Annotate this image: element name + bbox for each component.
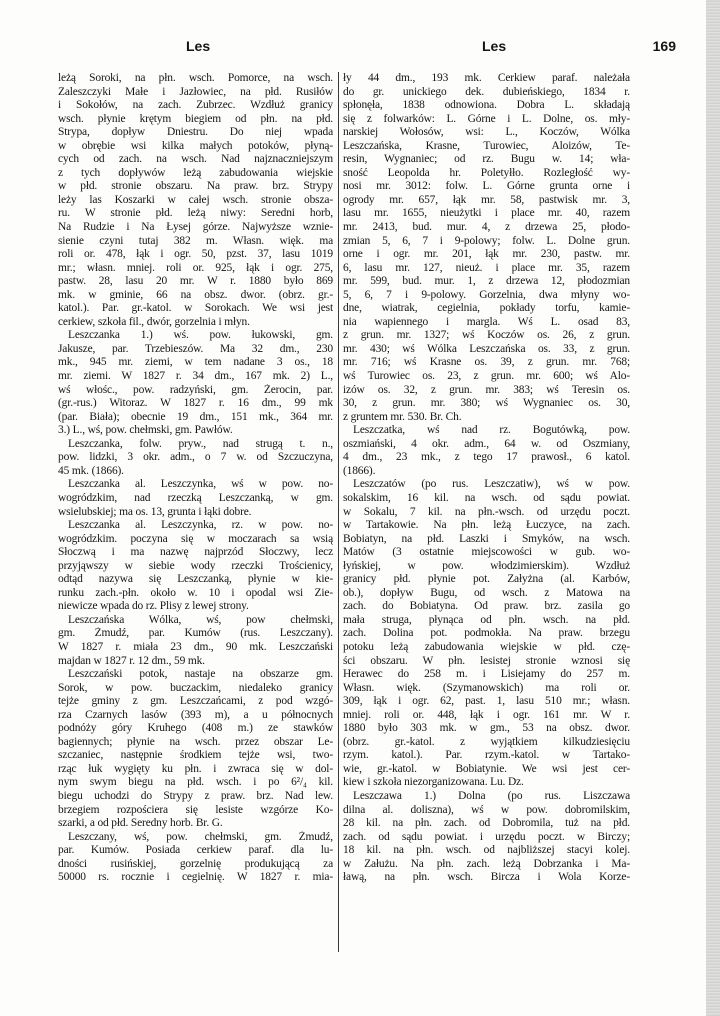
text-line: granicy płd. płynie pot. Załyżna (al. Karbów, (343, 573, 630, 586)
text-line: nym swym biegu na płd. wsch. i po 6²/₄ kil. (58, 776, 333, 789)
text-line: Leszczany, wś, pow. chełmski, gm. Żmudź, (68, 830, 333, 843)
text-line: dne, wiatrak, cegielnia, pokłady torfu, kamie- (343, 302, 630, 315)
text-line: 6, lasu mr. 127, nieuż. i place mr. 35, razem (343, 261, 630, 274)
text-line: ob.), dopływ Bugu, od wsch. z Matowa na (343, 586, 630, 599)
text-line: oszmiański, 4 okr. adm., 64 w. od Oszmiany, (343, 437, 630, 450)
text-line: zach. od sądu powiat. i urzędu poczt. w Birczy; (343, 830, 630, 843)
text-line: mr.; własn. mniej. roli or. 925, łąk i ogr. 275, (58, 261, 333, 274)
text-line: łyńskiej, w pow. włodzimierskim). Wzdłuż (343, 559, 630, 572)
text-line: 4 dm., 23 mk., z tego 17 prawosł., 6 katol. (343, 451, 630, 464)
text-line: Leszczanka al. Leszczynka, wś w pow. no- (68, 478, 333, 491)
text-line: narskiej Wołosów, wsi: L., Koczów, Wólka (343, 126, 630, 139)
text-line: z tych dopływów leżą zabudowania wiejskie (58, 166, 333, 179)
text-line: Matów (3 ostatnie miejscowości w gub. wo- (343, 546, 630, 559)
text-line: rzym. katol.). Par. rzym.-katol. w Tartako- (343, 749, 630, 762)
text-line: runku zach.-płn. około w. 10 i opodal wsi Zie- (58, 586, 333, 599)
text-line: Zaleszczyki Małe i Jazłowiec, na płd. Rusiłów (58, 85, 333, 98)
text-line: 3.) L., wś, pow. chełmski, gm. Pawłów. (58, 424, 233, 437)
text-line: mniej. roli or. 448, łąk i ogr. 161 mr. W r. (343, 708, 630, 721)
text-line: Leszczanka, folw. pryw., nad strugą t. n., (68, 437, 333, 450)
text-line: (gr.-rus.) Witoraz. W 1827 r. 16 dm., 99 mk (58, 397, 333, 410)
text-line: mr. 599, bud. mur. 1, z drzewa 12, płodozmian (343, 275, 630, 288)
page-number: 169 (652, 38, 676, 54)
text-line: (obrz. gr.-katol. z wyjątkiem kilkudziesięciu (343, 735, 630, 748)
text-line: zmian 5, 6, 7 i 9-polowy; folw. L. Dolne grun. (343, 234, 630, 247)
text-line: 18 kil. na płn. wsch. od najbliższej stacyi kolej. (343, 844, 630, 857)
text-line: i Sokołów, na zach. Zubrzec. Wzdłuż granicy (58, 99, 333, 112)
text-line: dilna al. doliszna), wś w pow. dobromilskim, (343, 803, 630, 816)
text-line: Leszczanka al. Leszczynka, rz. w pow. no- (68, 519, 333, 532)
text-line: roli or. 478, łąk i ogr. 50, pzst. 37, lasu 1019 (58, 248, 333, 261)
text-line: mała struga, płynąca od płn. wsch. na płd. (343, 613, 630, 626)
text-line: brzegiem rozpościera się lesiste wzgórze Ko- (58, 803, 333, 816)
text-line: Leszczańska, Krasne, Turowiec, Aloizów, Te- (343, 139, 630, 152)
header-center-word: Les (482, 38, 507, 54)
text-line: tejże gminy z gm. Leszczańcami, z pod wzgó- (58, 695, 333, 708)
text-line: ły 44 dm., 193 mk. Cerkiew paraf. należała (343, 72, 630, 84)
text-line: kiew i szkoła niezorganizowana. Lu. Dz. (343, 776, 524, 789)
text-line: Leszczatka, wś nad rz. Bogutówką, pow. (353, 424, 630, 437)
text-line: 50000 rs. rocznie i cegielnię. W 1827 r. mia- (58, 871, 333, 884)
text-line: do gr. unickiego dek. dubieńskiego, 1834 r. (343, 85, 630, 98)
text-line: (1866). (343, 464, 376, 477)
text-line: wie, gr.-katol. w Bobiatynie. We wsi jest cer- (343, 762, 630, 775)
text-line: z gruntem mr. 530. Br. Ch. (343, 410, 462, 423)
text-line: potoku leżą zabudowania wiejskie w płd. czę- (343, 640, 630, 653)
text-line: Strypa, dopływ Dniestru. Do niej wpada (58, 126, 333, 139)
text-line: Jakusze, par. Trzebieszów. Ma 32 dm., 230 (58, 342, 333, 355)
text-line: wsch. płynie krętym biegiem od płn. na płd. (58, 112, 333, 125)
column-divider (338, 72, 339, 952)
text-line: bagiennych; płynie na wsch. przez obszar Le- (58, 735, 333, 748)
text-line: lasu mr. 1655, nieużytki i place mr. 40, razem (343, 207, 630, 220)
text-line: katol.). Par. gr.-katol. w Sorokach. We wsi jest (58, 302, 333, 315)
text-line: ławą, na płn. wsch. Bircza i Wola Korze- (343, 871, 630, 884)
text-line: Bobiatyn, na płd. Laszki i Smyków, na wsch. (343, 532, 630, 545)
text-line: mr. 716; wś Krasne os. 39, z grun. mr. 768; (343, 356, 630, 369)
text-line: 28 kil. na płn. zach. od Dobromila, tuż na płd. (343, 817, 630, 830)
text-line: szarki, a od płd. Seredny horb. Br. G. (58, 817, 223, 830)
text-line: pastw. 28, lasu 20 mr. W r. 1880 było 869 (58, 275, 333, 288)
text-line: mr. 430; wś Wólka Leszczańska os. 33, z grun. (343, 342, 630, 355)
text-line: 5, 6, 7 i 9-polowy. Gorzelnia, dwa młyny wo- (343, 288, 630, 301)
text-line: orne i ogr. mr. 201, łąk mr. 230, pastw. mr. (343, 248, 630, 261)
text-line: biegu uchodzi do Strypy z praw. brz. Nad lew. (58, 789, 333, 802)
text-line: Leszczatów (po rus. Leszczatiw), wś w pow. (353, 478, 630, 491)
running-header (46, 38, 676, 58)
text-line: gm. Żmudź, par. Kumów (rus. Leszczany). (58, 627, 333, 640)
text-line: w Tartakowie. Na płn. leżą Łuczyce, na zach. (343, 519, 630, 532)
text-line: zach. do Bobiatyna. Od praw. brz. zasila go (343, 600, 630, 613)
text-line: w obrębie wsi kilka małych potoków, płyną- (58, 139, 333, 152)
text-line: w płd. stronie obszaru. Na praw. brz. Strypy (58, 180, 333, 193)
text-line: rza Czarnych lasów (393 m), a u północnych (58, 708, 333, 721)
text-line: (par. Biała); obecnie 19 dm., 151 mk., 364 mr. (58, 410, 333, 423)
text-line: Sorok, w pow. buczackim, niedaleko granicy (58, 681, 333, 694)
text-line: dności rusińskiej, gorzelnię produkującą za (58, 857, 333, 870)
text-line: par. Kumów. Posiada cerkiew paraf. dla lu- (58, 844, 333, 857)
text-line: mr. 2413, bud. mur. 4, z drzewa 25, płodo- (343, 221, 630, 234)
text-line: wogródzkim, nad rzeczką Leszczanką, w gm. (58, 491, 333, 504)
text-line: rząc łuk wygięty ku płn. i zwraca się w dol- (58, 762, 333, 775)
text-line: wogródzkim. poczyna się w moczarach sa wsią (58, 532, 333, 545)
text-line: Leszczański potok, nastaje na obszarze gm. (68, 668, 333, 681)
text-line: wsielubskiej; ma os. 13, grunta i łąki dobre. (58, 505, 252, 518)
text-line: w Załużu. Na płn. zach. leżą Dobrzanka i Ma- (343, 857, 630, 870)
text-line: spłonęła, 1838 odnowiona. Dobra L. składają (343, 99, 630, 112)
text-line: cerkiew, szkoła fil., dwór, gorzelnia i młyn. (58, 315, 250, 328)
text-line: nia wapiennego i margla. Wś L. osad 83, (343, 315, 630, 328)
text-line: majdan w 1827 r. 12 dm., 59 mk. (58, 654, 205, 667)
text-line: podnóży góry Kruhego (408 m.) ze stawków (58, 722, 333, 735)
text-line: w Sokalu, 7 kil. na płn.-wsch. od urzędu poczt. (343, 505, 630, 518)
text-line: Leszczawa 1.) Dolna (po rus. Liszczawa (353, 789, 630, 802)
page-edge-shadow (706, 0, 720, 1016)
text-line: ogrody mr. 657, łąk mr. 58, pastwisk mr. 3, (343, 193, 630, 206)
right-column (343, 72, 630, 885)
text-line: mr. ziemi. W 1827 r. 34 dm., 167 mk. 2) L., (58, 370, 333, 383)
header-left-word: Les (186, 38, 211, 54)
text-line: Herawec do 258 m. i Lisiejamy do 257 m. (343, 668, 630, 681)
text-line: Na Rudzie i Na Łysej górze. Najwyższe wznie- (58, 221, 333, 234)
text-line: niewicze wpada do rz. Plisy z lewej strony. (58, 600, 249, 613)
text-line: leżą Soroki, na płn. wsch. Pomorce, na wsch. (58, 72, 333, 84)
text-line: 30, z grun. mr. 380; wś Wygnaniec os. 30, (343, 397, 630, 410)
text-line: z grun. mr. 1327; wś Koczów os. 26, z grun. (343, 329, 630, 342)
text-line: 309, łąk i ogr. 62, past. 1, lasu 510 mr.; własn. (343, 695, 630, 708)
text-line: sność Leopolda hr. Poletyłło. Rozległość wy- (343, 166, 630, 179)
text-line: Własn. więk. (Szymanowskich) ma roli or. (343, 681, 630, 694)
text-line: pow. lidzki, 3 okr. adm., o 7 w. od Szczuczyna, (58, 451, 333, 464)
text-line: się z folwarków: L. Górne i L. Dolne, os. mły- (343, 112, 630, 125)
text-line: izów os. 32, z grun. mr. 383; wś Teresin os. (343, 383, 630, 396)
text-line: leży las Koszarki w całej wsch. stronie obsza- (58, 193, 333, 206)
text-line: zach. Dolina pot. podmokła. Na praw. brzegu (343, 627, 630, 640)
text-line: mk., 945 mr. ziemi, w tem nadane 3 os., 18 (58, 356, 333, 369)
text-line: wś Turowiec os. 23, z grun. mr. 600; wś Alo- (343, 370, 630, 383)
text-line: szczaniec, następnie środkiem tejże wsi, two- (58, 749, 333, 762)
text-line: W 1827 r. miała 23 dm., 90 mk. Leszczański (58, 640, 333, 653)
text-line: resin, Wygnaniec; od rz. Bugu w. 14; wła- (343, 153, 630, 166)
text-line: mk. w gminie, 66 na obsz. dwor. (obrz. gr.- (58, 288, 333, 301)
left-column (58, 72, 333, 885)
text-line: 1880 było 303 mk. w gm., 53 na obsz. dwor. (343, 722, 630, 735)
text-line: odtąd nazywa się Leszczanką, płynie w kie- (58, 573, 333, 586)
text-line: wś włośc., pow. radzyński, gm. Żerocin, par. (58, 383, 333, 396)
text-line: Leszczańska Wólka, wś, pow chełmski, (68, 613, 333, 626)
text-line: sokalskim, 16 kil. na wsch. od sądu powiat. (343, 491, 630, 504)
text-line: przyjąwszy w siebie wody rzeczki Trościenicy, (58, 559, 333, 572)
text-line: ru. W stronie płd. leżą niwy: Seredni horb, (58, 207, 333, 220)
text-line: Leszczanka 1.) wś. pow. łukowski, gm. (68, 329, 333, 342)
text-line: nosi mr. 3012: folw. L. Górne grunta orne i (343, 180, 630, 193)
text-line: ści obszaru. W płn. lesistej stronie wznosi się (343, 654, 630, 667)
text-line: cych od zach. na wsch. Nad najznaczniejszym (58, 153, 333, 166)
text-line: Słoczwą i ma nazwę najprzód Słoczwy, lecz (58, 546, 333, 559)
text-line: 45 mk. (1866). (58, 464, 124, 477)
text-line: sienie czyni tutaj 382 m. Własn. więk. ma (58, 234, 333, 247)
